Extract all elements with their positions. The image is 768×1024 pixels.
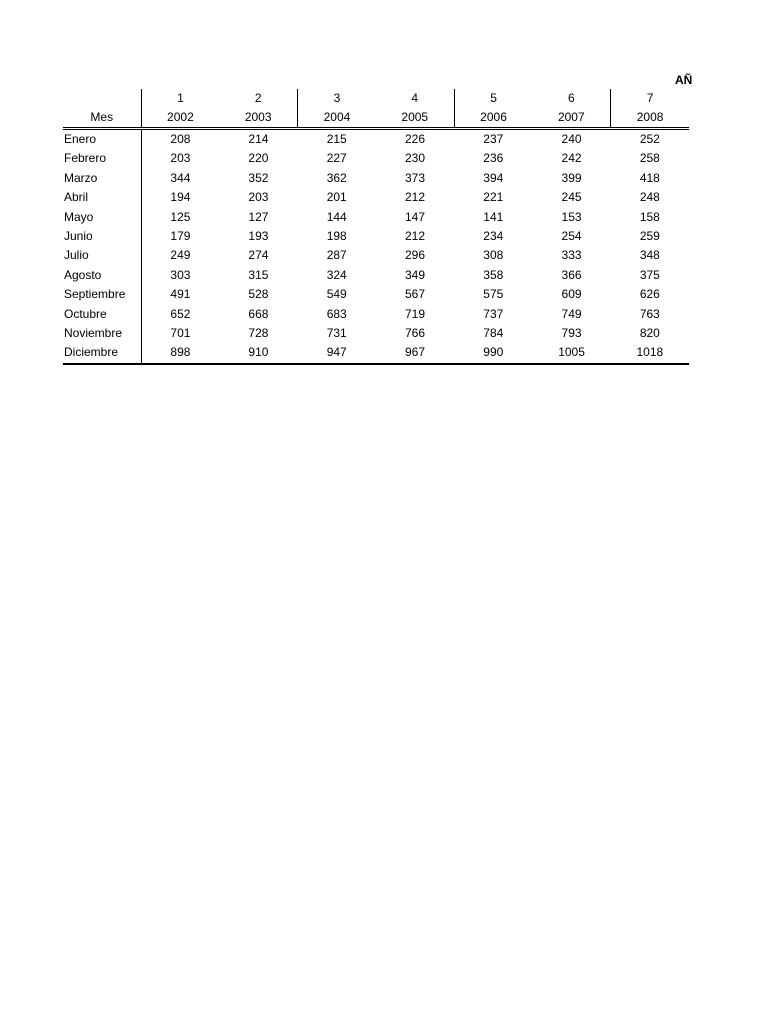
value-cell: 491 — [141, 285, 219, 304]
value-cell: 418 — [639, 170, 660, 185]
month-label: Enero — [64, 132, 97, 146]
table-row — [63, 266, 689, 285]
value-cell: 763 — [639, 306, 660, 321]
value-cell: 567 — [404, 287, 426, 302]
value-cell: 236 — [483, 151, 504, 166]
month-label: Octubre — [64, 306, 107, 321]
value-cell: 226 — [404, 132, 426, 146]
value-cell: 259 — [639, 229, 660, 244]
value-cell: 144 — [326, 209, 347, 224]
value-cell: 967 — [376, 343, 454, 363]
value-cell: 308 — [483, 248, 504, 263]
value-cell: 193 — [248, 229, 269, 244]
index-header-row — [63, 89, 689, 108]
value-cell: 731 — [326, 326, 347, 341]
month-label: Noviembre — [64, 326, 123, 341]
value-cell: 349 — [404, 267, 426, 282]
value-cell: 230 — [404, 151, 426, 166]
month-label: Agosto — [64, 267, 102, 282]
index-header-cell: 7 — [611, 89, 689, 108]
value-cell: 245 — [561, 190, 582, 205]
index-header-cell: 4 — [411, 91, 419, 105]
value-cell: 728 — [248, 326, 269, 341]
value-cell: 784 — [483, 326, 504, 341]
value-cell: 212 — [404, 229, 426, 244]
month-label: Marzo — [64, 170, 98, 185]
value-cell: 820 — [639, 326, 660, 341]
value-cell: 158 — [639, 209, 660, 224]
index-header-cell: 1 — [141, 89, 219, 108]
value-cell: 352 — [248, 170, 269, 185]
value-cell: 179 — [141, 227, 219, 246]
value-cell: 766 — [404, 326, 426, 341]
value-cell: 947 — [298, 343, 376, 363]
table-row — [63, 169, 689, 188]
year-header-cell: 2007 — [532, 108, 610, 129]
value-cell: 296 — [404, 248, 426, 263]
value-cell: 125 — [141, 208, 219, 227]
value-cell: 362 — [326, 170, 347, 185]
year-header-cell: 2005 — [376, 108, 454, 129]
table-row — [63, 324, 689, 343]
value-cell: 215 — [326, 132, 347, 146]
value-cell: 348 — [639, 248, 660, 263]
value-cell: 749 — [561, 306, 582, 321]
index-header-cell: 3 — [298, 89, 376, 108]
value-cell: 373 — [404, 170, 426, 185]
value-cell: 399 — [561, 170, 582, 185]
value-cell: 1005 — [532, 343, 610, 363]
value-cell: 252 — [639, 132, 660, 146]
year-header-cell: 2002 — [141, 108, 219, 129]
value-cell: 315 — [248, 267, 269, 282]
value-cell: 214 — [248, 132, 269, 146]
value-cell: 575 — [483, 287, 504, 302]
table-body — [63, 129, 689, 364]
value-cell: 287 — [326, 248, 347, 263]
value-cell: 366 — [561, 267, 582, 282]
year-header-cell: 2003 — [219, 108, 297, 129]
value-cell: 303 — [141, 266, 219, 285]
value-cell: 1018 — [611, 343, 689, 363]
value-cell: 208 — [141, 129, 219, 150]
value-cell: 141 — [483, 209, 504, 224]
value-cell: 375 — [639, 267, 660, 282]
month-label: Mayo — [64, 209, 94, 224]
table-row — [63, 188, 689, 207]
value-cell: 898 — [141, 343, 219, 363]
value-cell: 668 — [248, 306, 269, 321]
value-cell: 203 — [141, 149, 219, 168]
mes-header: Mes — [63, 108, 141, 129]
value-cell: 683 — [326, 306, 347, 321]
value-cell: 240 — [561, 132, 582, 146]
index-header-cell: 5 — [454, 89, 532, 108]
value-cell: 203 — [248, 190, 269, 205]
value-cell: 258 — [639, 151, 660, 166]
value-cell: 344 — [141, 169, 219, 188]
value-cell: 242 — [561, 151, 582, 166]
monthly-data-table — [63, 89, 689, 365]
table-row — [63, 129, 689, 150]
value-cell: 609 — [561, 287, 582, 302]
value-cell: 248 — [639, 190, 660, 205]
value-cell: 127 — [248, 209, 269, 224]
value-cell: 324 — [326, 267, 347, 282]
table-row — [63, 285, 689, 304]
value-cell: 254 — [561, 229, 582, 244]
value-cell: 153 — [561, 209, 582, 224]
table-row — [63, 208, 689, 227]
table-row — [63, 227, 689, 246]
year-header-cell: 2004 — [298, 108, 376, 129]
value-cell: 237 — [483, 132, 504, 146]
value-cell: 274 — [248, 248, 269, 263]
value-cell: 737 — [483, 306, 504, 321]
value-cell: 221 — [483, 190, 504, 205]
value-cell: 626 — [639, 287, 660, 302]
value-cell: 358 — [483, 267, 504, 282]
year-header-cell: 2006 — [454, 108, 532, 129]
value-cell: 234 — [483, 229, 504, 244]
value-cell: 201 — [326, 190, 347, 205]
value-cell: 198 — [326, 229, 347, 244]
value-cell: 793 — [561, 326, 582, 341]
month-label: Septiembre — [64, 287, 126, 302]
month-label: Julio — [64, 248, 89, 263]
month-label: Febrero — [64, 151, 107, 166]
value-cell: 910 — [219, 343, 297, 363]
value-cell: 719 — [404, 306, 426, 321]
value-cell: 333 — [561, 248, 582, 263]
month-label: Diciembre — [63, 343, 141, 363]
header-fragment-label: AÑ — [675, 73, 693, 87]
value-cell: 194 — [141, 188, 219, 207]
value-cell: 394 — [483, 170, 504, 185]
value-cell: 147 — [404, 209, 426, 224]
year-header-row — [63, 108, 689, 129]
index-header-cell: 6 — [567, 91, 575, 105]
value-cell: 220 — [248, 151, 269, 166]
table-row — [63, 305, 689, 324]
table-row — [63, 343, 689, 363]
month-label: Junio — [64, 229, 93, 244]
value-cell: 549 — [326, 287, 347, 302]
year-header-cell: 2008 — [611, 108, 689, 129]
table-row — [63, 149, 689, 168]
month-label: Abril — [64, 190, 89, 205]
value-cell: 990 — [454, 343, 532, 363]
value-cell: 652 — [141, 305, 219, 324]
value-cell: 212 — [404, 190, 426, 205]
value-cell: 528 — [248, 287, 269, 302]
index-header-cell: 2 — [254, 91, 262, 105]
value-cell: 227 — [326, 151, 347, 166]
value-cell: 701 — [141, 324, 219, 343]
table-row — [63, 246, 689, 265]
index-header-empty — [63, 89, 141, 108]
value-cell: 249 — [141, 246, 219, 265]
